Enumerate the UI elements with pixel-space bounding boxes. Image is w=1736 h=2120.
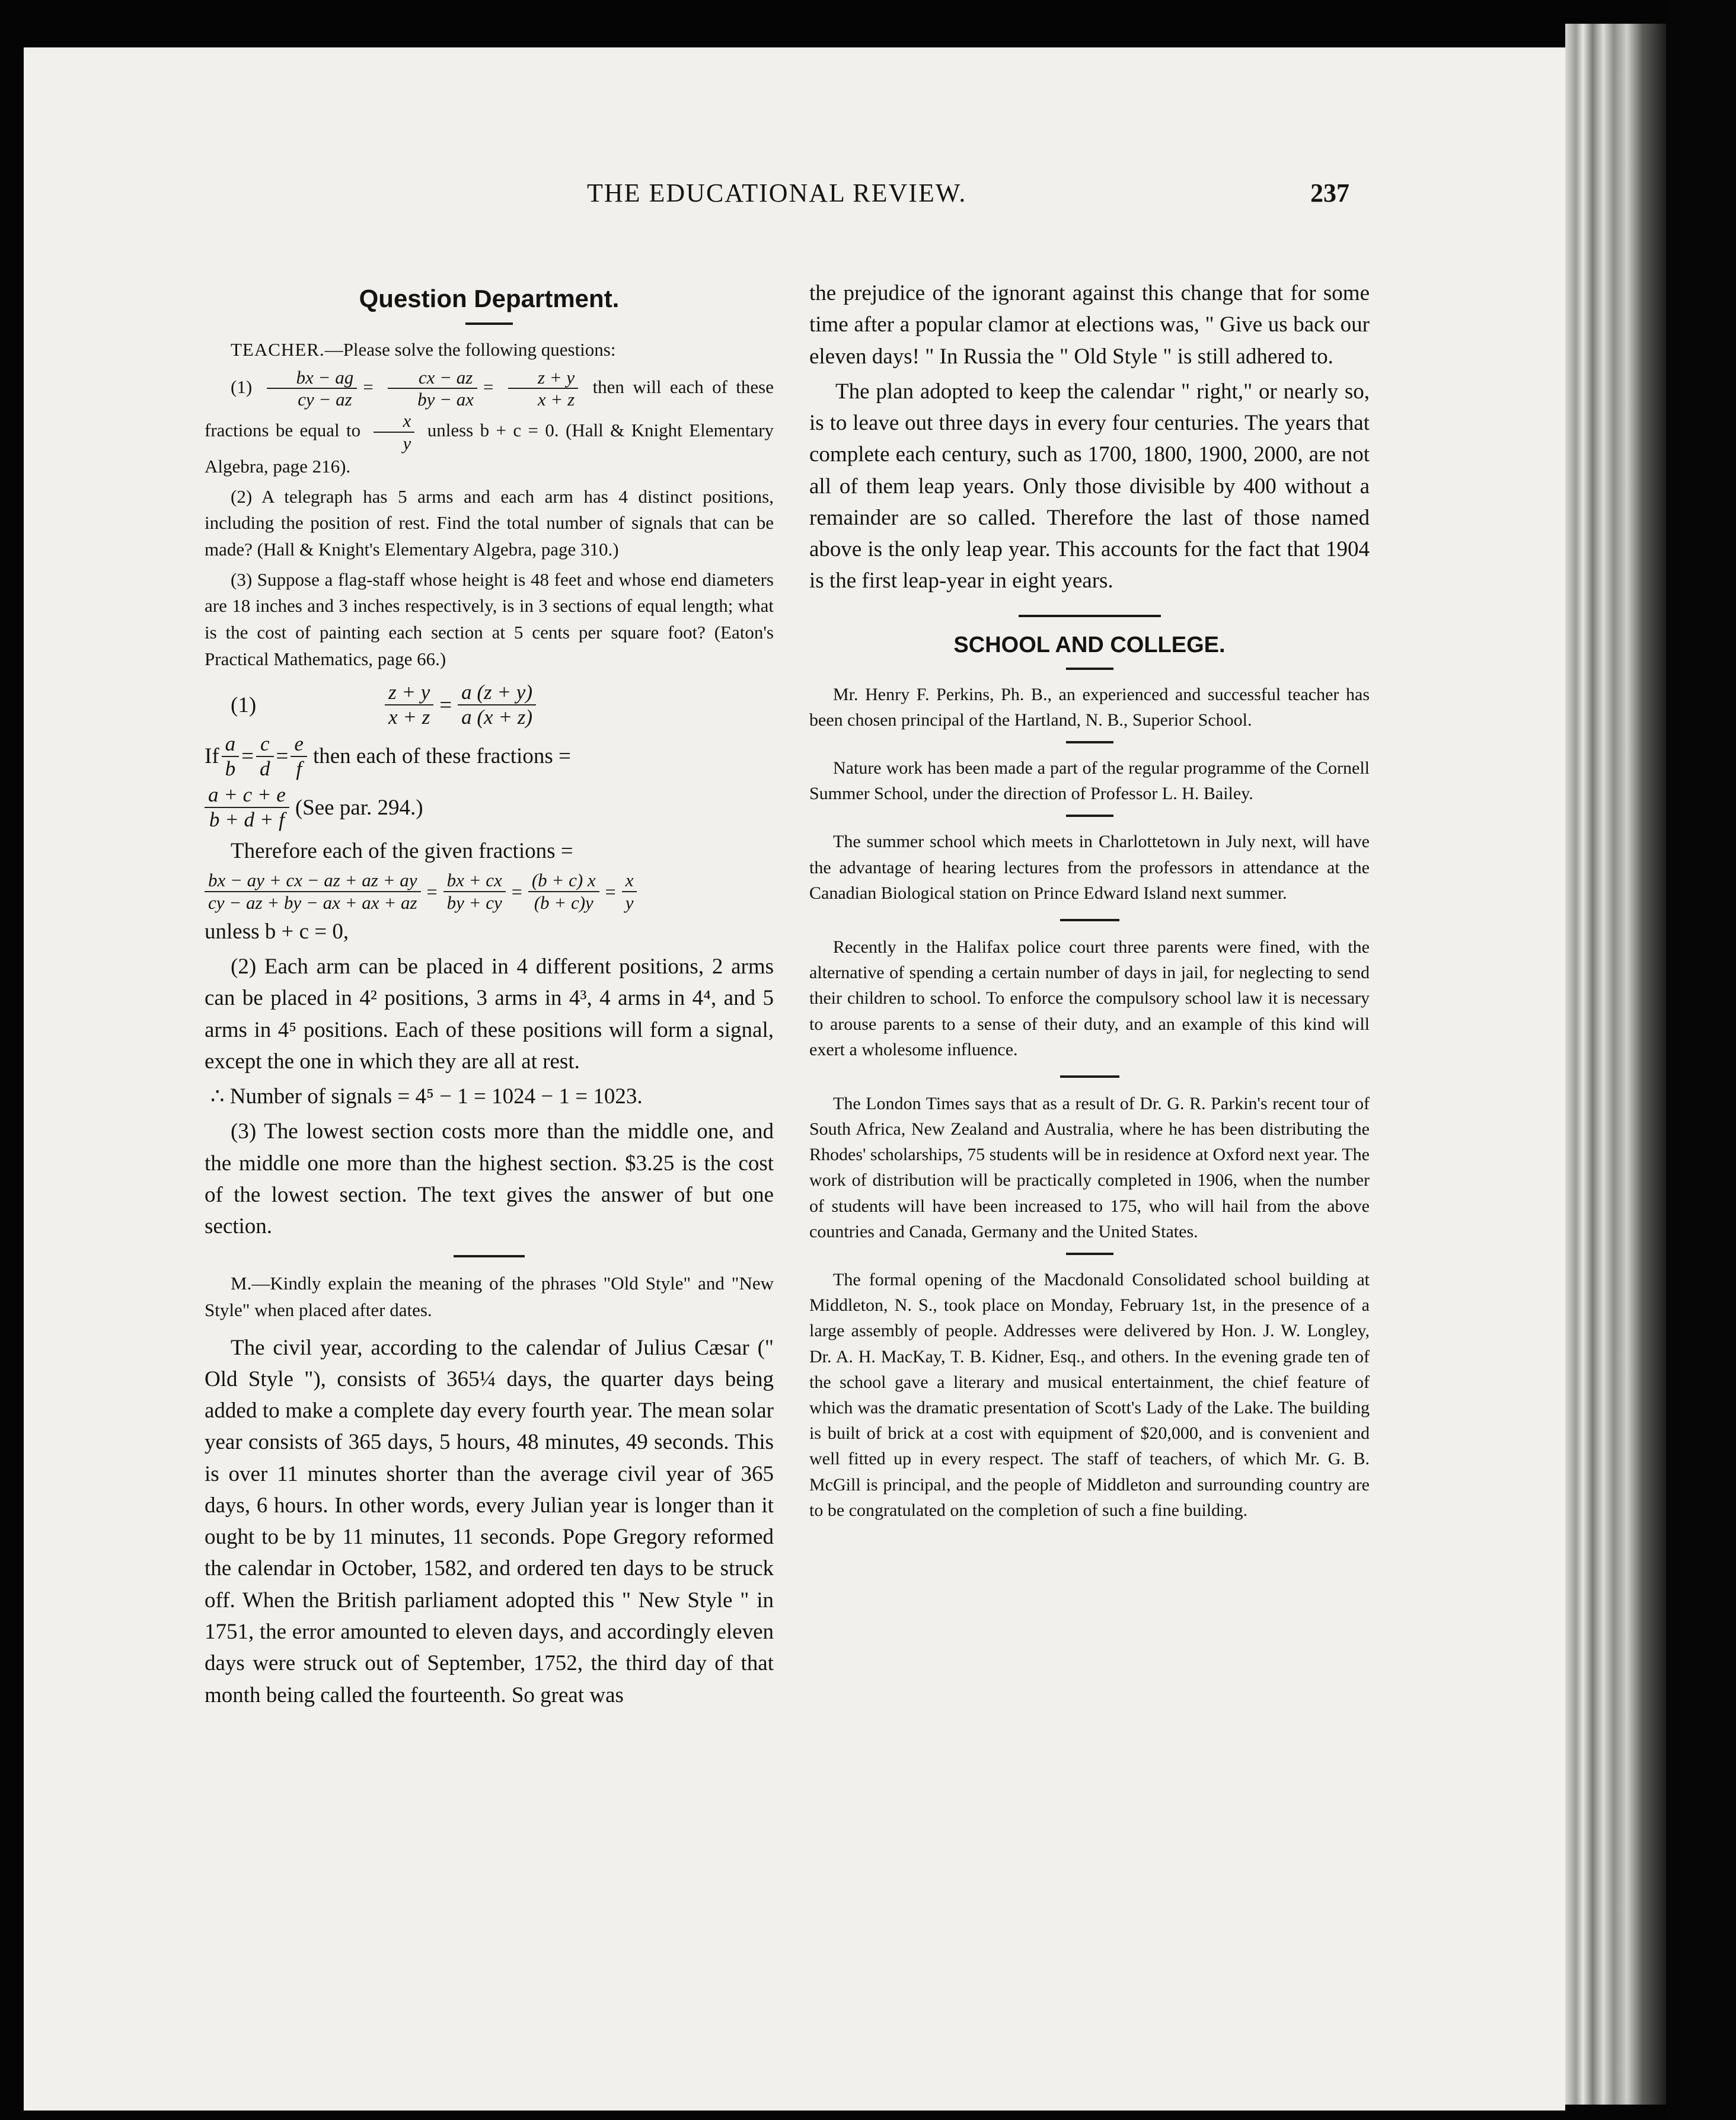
a1-given-fraction-3: [528, 870, 599, 913]
a1-unless: unless b + c = 0,: [205, 919, 349, 944]
teacher-label: TEACHER.: [231, 339, 325, 360]
a1-given-fraction-4: [622, 870, 637, 913]
a1-given-fraction-2: [443, 870, 506, 913]
page-sheet: [24, 47, 1565, 2111]
answer-3: (3) The lowest section costs more than the middle one, and the middle one more than the highest section. $3.25 is the cost of the lowest section. The text gives the answer of but one section.: [205, 1119, 774, 1239]
q1-f2-denominator: by − ax: [417, 389, 474, 410]
a1-g3-denominator: (b + c)y: [534, 892, 593, 913]
a1-g2-numerator: bx + cx: [443, 870, 506, 892]
a1-f1-denominator: x + z: [388, 705, 430, 729]
a1-fraction-1: [385, 681, 433, 730]
news-item: The summer school which meets in Charlottetown in July next, will have the advantage of hearing lectures from the professors in attendance at the Canadian Biological station on Prince Edward Island next summer.: [809, 832, 1370, 903]
q1-f4-denominator: y: [403, 432, 411, 454]
a1-see: (See par. 294.): [295, 795, 423, 820]
q1-text-b: unless b + c = 0. (Hall & Knight Elementary Algebra, page 216).: [205, 419, 774, 477]
a1-therefore: Therefore each of the given fractions =: [231, 838, 573, 863]
a1-if-fraction-1: [222, 732, 240, 781]
a1-g4-numerator: x: [622, 870, 637, 892]
a1-if-c: c: [256, 732, 274, 757]
a1-if-e: e: [291, 732, 307, 757]
a1-if-fraction-3: [291, 732, 307, 781]
answer-1-given-line: $\frac{bx - ay + cx - az + az + ay}{cy - az + by - ax + ax + az}$ = $\frac{bx + cx}{by + cy}$ = $\frac{(b + c) x}{(b + c)y}$ = $\frac{x}{y}$: [205, 870, 774, 913]
q1-marker: (1): [231, 376, 253, 397]
a1-f2-numerator: a (z + y): [458, 681, 536, 705]
section-rule: [1019, 615, 1161, 617]
q1-fraction-2: [388, 367, 477, 410]
page-number: 237: [1310, 178, 1349, 207]
right-column: [809, 273, 1370, 1523]
q1-f1-numerator: bx − ag: [267, 367, 358, 389]
a1-if: If: [205, 744, 219, 769]
heading-rule: [1066, 668, 1113, 670]
q1-fraction-4: [374, 410, 415, 454]
answer-1-sum-line: [205, 783, 774, 832]
q1-f3-numerator: z + y: [508, 367, 578, 389]
q1-fraction-3: [508, 367, 578, 410]
a1-sum-denominator: b + d + f: [209, 808, 285, 832]
a1-f1-numerator: z + y: [385, 681, 433, 705]
news-separator: [1066, 1253, 1113, 1255]
q1-f4-numerator: x: [374, 410, 415, 433]
a1-fraction-2: [458, 681, 536, 730]
teacher-intro-text: —Please solve the following questions:: [324, 339, 616, 360]
answer-2: (2) Each arm can be placed in 4 different positions, 2 arms can be placed in 4² positions, 3 arms in 4³, 4 arms in 4⁴, and 5 arms in 4⁵ positions. Each of these positions will form a signal, except the one in which they are all at rest.: [205, 954, 774, 1074]
a1-f2-denominator: a (x + z): [461, 705, 532, 729]
question-department-heading: Question Department.: [359, 285, 620, 312]
news-separator: [1060, 1075, 1119, 1078]
scan-border: [1666, 0, 1736, 2120]
news-item: Nature work has been made a part of the regular programme of the Cornell Summer School, under the direction of Professor L. H. Bailey.: [809, 758, 1370, 804]
a1-g1-numerator: bx − ay + cx − az + az + ay: [205, 870, 421, 892]
school-and-college-heading: SCHOOL AND COLLEGE.: [953, 632, 1226, 657]
a1-g1-denominator: cy − az + by − ax + ax + az: [208, 892, 417, 913]
news-item: The formal opening of the Macdonald Consolidated school building at Middleton, N. S., took place on Monday, February 1st, in the presence of a large assembly of people. Addresses were delivered by Hon. J. W. Longley, Dr. A. H. MacKay, T. B. Kidner, Esq., and others. In the evening grade ten of the school gave a literary and musical entertainment, the chief feature of which was the dramatic presentation of Scott's Lady of the Lake. The building is built of brick at a cost with equipment of $20,000, and is convenient and well fitted up in every respect. The staff of teachers, of which Mr. G. B. McGill is principal, and the people of Middleton and surrounding country are to be congratulated on the completion of such a fine building.: [809, 1270, 1370, 1520]
civil-year-answer: The civil year, according to the calendar of Julius Cæsar (" Old Style "), consists of 365¼ days, the quarter days being added to make a complete day every fourth year. The mean solar year consists of 365 days, 5 hours, 48 minutes, 49 seconds. This is over 11 minutes shorter than the average civil year of 365 days, 6 hours. In other words, every Julian year is longer than it ought to be by 11 minutes, 11 seconds. Pope Gregory reformed the calendar in October, 1582, and ordered ten days to be struck off. When the British parliament adopted this " New Style " in 1751, the error amounted to eleven days, and accordingly eleven days were struck out of September, 1752, the third day of that month being called the fourteenth. So great was: [205, 1335, 774, 1707]
answer-2-count: ∴ Number of signals = 4⁵ − 1 = 1024 − 1 = 1023.: [210, 1084, 643, 1109]
a1-g4-denominator: y: [625, 892, 634, 913]
a1-if-f: f: [296, 756, 302, 780]
book-gutter: [1565, 24, 1666, 2105]
a1-then: then each of these fractions =: [312, 744, 571, 769]
a1-if-fraction-2: [256, 732, 274, 781]
question-m: M.—Kindly explain the meaning of the phrases "Old Style" and "New Style" when placed after dates.: [205, 1273, 774, 1320]
equals-sign: =: [439, 692, 452, 717]
a1-marker: (1): [231, 692, 257, 717]
teacher-intro: [205, 337, 774, 363]
answer-1-if-line: If $\frac{a}{b}$ = $\frac{c}{d}$ = $\frac{e}{f}$ then each of these fractions =: [205, 732, 571, 780]
q1-text-a: then will each of these fractions be equal to: [205, 376, 774, 440]
running-head: THE EDUCATIONAL REVIEW.: [587, 178, 967, 207]
q1-f1-denominator: cy − az: [298, 389, 352, 410]
section-rule: [454, 1255, 525, 1257]
calendar-plan: The plan adopted to keep the calendar " right," or nearly so, is to leave out three days in every four centuries. The years that complete each century, such as 1700, 1800, 1900, 2000, are not all of them leap years. Only those divisible by 400 without a remainder are so called. Therefore the last of those named above is the only leap year. This accounts for the fact that 1904 is the first leap-year in eight years.: [809, 379, 1370, 593]
answer-1-first-line: [205, 681, 774, 730]
a1-g2-denominator: by + cy: [446, 892, 502, 913]
news-item: Mr. Henry F. Perkins, Ph. B., an experienced and successful teacher has been chosen principal of the Hartland, N. B., Superior School.: [809, 684, 1370, 730]
news-item: The London Times says that as a result of Dr. G. R. Parkin's recent tour of South Africa, New Zealand and Australia, where he has been distributing the Rhodes' scholarships, 75 students will be in residence at Oxford next year. The work of distribution will be practically completed in 1906, when the number of students will have been increased to 175, who will hail from the above countries and Canada, Germany and the United States.: [809, 1093, 1370, 1241]
news-item: Recently in the Halifax police court three parents were fined, with the alternative of spending a certain number of days in jail, for neglecting to send their children to school. To enforce the compulsory school law it is necessary to arouse parents to a sense of their duty, and an example of this kind will exert a wholesome influence.: [809, 937, 1370, 1059]
calendar-continuation: the prejudice of the ignorant against this change that for some time after a popular clamor at elections was, " Give us back our eleven days! " In Russia the " Old Style " is still adhered to.: [809, 281, 1370, 369]
left-column: [205, 273, 774, 1714]
heading-rule: [465, 323, 513, 325]
a1-g3-numerator: (b + c) x: [528, 870, 599, 892]
a1-if-a: a: [222, 732, 240, 757]
question-3: (3) Suppose a flag-staff whose height is 48 feet and whose end diameters are 18 inches and 3 inches respectively, is in 3 sections of equal length; what is the cost of painting each section at 5 cents per square foot? (Eaton's Practical Mathematics, page 66.): [205, 569, 774, 669]
news-separator: [1066, 741, 1113, 743]
a1-given-fraction-1: [205, 870, 421, 913]
a1-sum-numerator: a + c + e: [205, 783, 289, 808]
news-separator: [1060, 919, 1119, 921]
question-1: (1) $\frac{bx - ag}{cy - az}$ = $\frac{cx - az}{by - ax}$ = $\frac{z + y}{x + z}$ then will each of these fractions be equal to $\frac{x}{y}$ unless b + c = 0. (Hall & Knight Elementary Algebra, page 216).: [205, 366, 774, 477]
news-separator: [1066, 815, 1113, 817]
a1-sum-fraction: [205, 783, 289, 832]
a1-if-b: b: [225, 756, 236, 780]
q1-fraction-1: [267, 367, 358, 410]
q1-f2-numerator: cx − az: [388, 367, 477, 389]
a1-if-d: d: [260, 756, 270, 780]
q1-f3-denominator: x + z: [537, 389, 575, 410]
question-2: (2) A telegraph has 5 arms and each arm has 4 distinct positions, including the position of rest. Find the total number of signals that can be made? (Hall & Knight's Elementary Algebra, page 310.): [205, 486, 774, 560]
